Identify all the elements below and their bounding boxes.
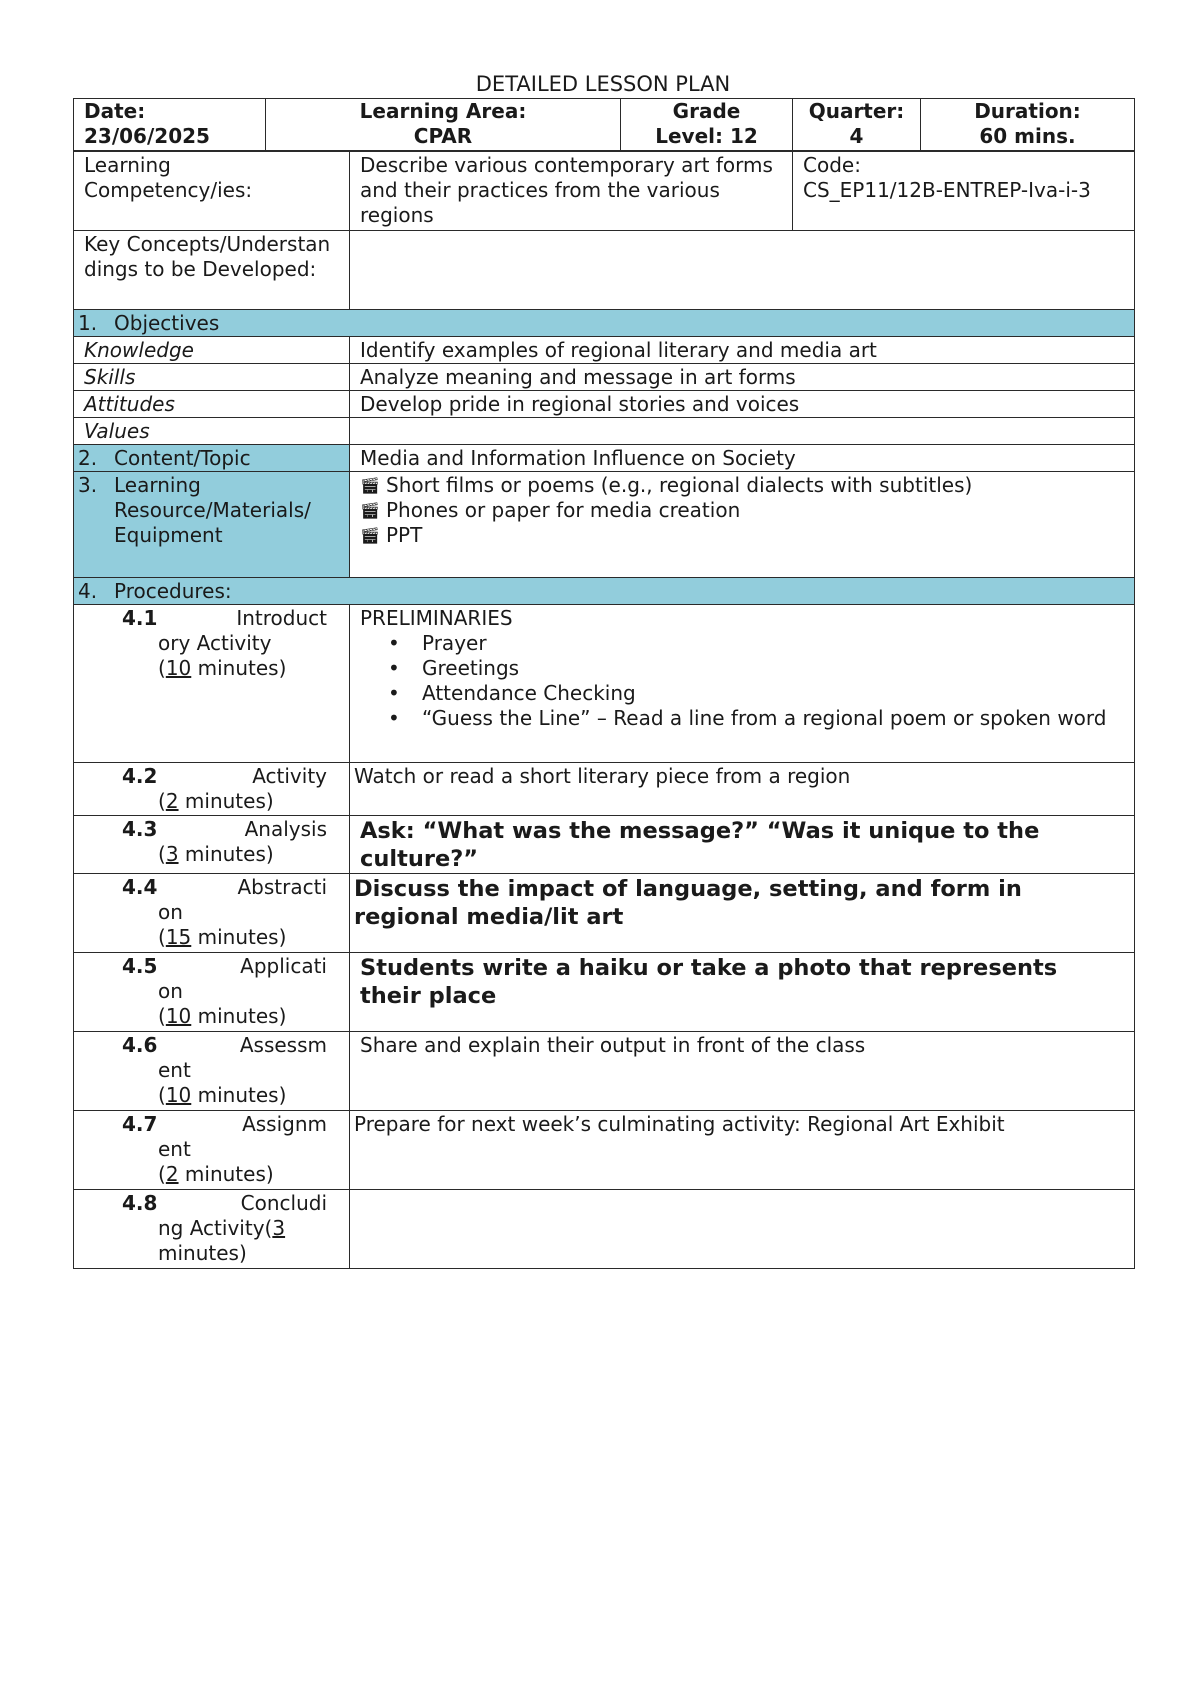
competency-code-cell bbox=[793, 152, 1135, 231]
clapperboard-icon: 🎬︎ bbox=[360, 501, 381, 520]
objective-value: Develop pride in regional stories and voices bbox=[350, 391, 1135, 418]
procedure-name: Activity bbox=[252, 764, 327, 788]
procedures-header-row bbox=[74, 578, 1135, 605]
procedure-label-cell: 4.3 Analysis (3 minutes) bbox=[74, 816, 350, 874]
objective-value: Analyze meaning and message in art forms bbox=[350, 364, 1135, 391]
procedure-name-rest: ent bbox=[158, 1058, 191, 1082]
procedure-label-cell: 4.2 Activity (2 minutes) bbox=[74, 763, 350, 816]
procedure-name: Concludi bbox=[240, 1191, 327, 1215]
procedure-label-cell: 4.4 Abstracti on (15 minutes) bbox=[74, 874, 350, 953]
duration-value: 60 mins. bbox=[979, 124, 1076, 148]
procedures-num: 4. bbox=[78, 579, 98, 603]
learning-area-cell bbox=[266, 99, 621, 151]
quarter-cell bbox=[793, 99, 921, 151]
date-value: 23/06/2025 bbox=[84, 124, 210, 148]
header-table bbox=[73, 98, 1135, 151]
procedure-text: Discuss the impact of language, setting, and form in regional media/lit art bbox=[350, 874, 1135, 953]
procedure-minutes: 2 bbox=[165, 789, 179, 813]
objective-row bbox=[74, 391, 1135, 418]
objectives-num: 1. bbox=[78, 311, 98, 335]
clapperboard-icon: 🎬︎ bbox=[360, 526, 381, 545]
procedure-name: Introduct bbox=[236, 606, 327, 630]
resources-label-cell bbox=[74, 472, 350, 578]
content-label-cell bbox=[74, 445, 350, 472]
resources-num: 3. bbox=[78, 473, 98, 497]
content-row bbox=[74, 445, 1135, 472]
procedure-text: Share and explain their output in front of the class bbox=[350, 1032, 1135, 1111]
procedure-text bbox=[350, 1190, 1135, 1269]
preliminaries-cell bbox=[350, 605, 1135, 763]
objective-label: Values bbox=[74, 418, 350, 445]
procedure-label-cell: 4.6 Assessm ent (10 minutes) bbox=[74, 1032, 350, 1111]
competency-text: Describe various contemporary art forms and their practices from the various regions bbox=[350, 152, 793, 231]
quarter-label: Quarter: bbox=[808, 99, 905, 123]
preliminaries-list bbox=[350, 631, 1124, 731]
objective-label: Skills bbox=[74, 364, 350, 391]
procedure-num: 4.6 bbox=[122, 1033, 158, 1057]
procedure-row bbox=[74, 1190, 1135, 1269]
bullet-icon: • bbox=[388, 681, 400, 705]
date-label: Date: bbox=[84, 99, 146, 123]
grade-label: Grade bbox=[672, 99, 741, 123]
bullet-icon: • bbox=[388, 631, 400, 655]
date-cell bbox=[74, 99, 266, 151]
key-concepts-row bbox=[74, 231, 1135, 310]
objective-label: Knowledge bbox=[74, 337, 350, 364]
procedure-row bbox=[74, 763, 1135, 816]
procedure-name-rest: ng Activity bbox=[158, 1216, 265, 1240]
procedure-minutes: 3 bbox=[165, 842, 179, 866]
resources-label: Learning Resource/Materials/ Equipment bbox=[114, 473, 311, 547]
procedure-text: Watch or read a short literary piece from a region bbox=[350, 763, 1135, 816]
bullet-icon: • bbox=[388, 706, 400, 730]
duration-label: Duration: bbox=[974, 99, 1081, 123]
grade-value: Level: 12 bbox=[655, 124, 758, 148]
grade-cell bbox=[621, 99, 793, 151]
content-value: Media and Information Influence on Society bbox=[350, 445, 1135, 472]
procedure-label-cell: 4.5 Applicati on (10 minutes) bbox=[74, 953, 350, 1032]
list-item: 🎬︎ PPT bbox=[360, 523, 423, 547]
procedure-num: 4.7 bbox=[122, 1112, 158, 1136]
procedure-name: Assignm bbox=[242, 1112, 327, 1136]
objectives-header-row bbox=[74, 310, 1135, 337]
content-label: Content/Topic bbox=[114, 446, 251, 470]
procedure-name-rest: ory Activity bbox=[158, 631, 272, 655]
objective-label: Attitudes bbox=[74, 391, 350, 418]
procedure-minutes: 2 bbox=[165, 1162, 179, 1186]
objective-row bbox=[74, 337, 1135, 364]
procedure-minutes: 10 bbox=[165, 656, 192, 680]
procedure-name: Assessm bbox=[239, 1033, 327, 1057]
competency-row bbox=[74, 152, 1135, 231]
objective-value: Identify examples of regional literary and media art bbox=[350, 337, 1135, 364]
procedure-row bbox=[74, 874, 1135, 953]
procedure-row bbox=[74, 605, 1135, 763]
procedure-minutes: 3 bbox=[272, 1216, 286, 1240]
list-item: • Greetings bbox=[388, 656, 520, 680]
list-item: 🎬︎ Phones or paper for media creation bbox=[360, 498, 741, 522]
list-item: • “Guess the Line” – Read a line from a regional poem or spoken word bbox=[388, 706, 1107, 730]
learning-area-value: CPAR bbox=[413, 124, 473, 148]
objectives-heading-text: Objectives bbox=[114, 311, 220, 335]
procedure-num: 4.8 bbox=[122, 1191, 158, 1215]
code-label: Code: bbox=[803, 153, 861, 177]
procedure-num: 4.1 bbox=[122, 606, 158, 630]
document-title: DETAILED LESSON PLAN bbox=[475, 72, 731, 96]
competency-label: Learning Competency/ies: bbox=[74, 152, 350, 231]
quarter-value: 4 bbox=[849, 124, 864, 148]
resources-list-cell bbox=[350, 472, 1135, 578]
objective-row bbox=[74, 364, 1135, 391]
procedure-name-rest: on bbox=[158, 900, 183, 924]
procedure-name: Applicati bbox=[240, 954, 327, 978]
key-concepts-value bbox=[350, 231, 1135, 310]
procedure-name-rest: on bbox=[158, 979, 183, 1003]
lesson-table bbox=[73, 151, 1135, 1269]
procedure-label-cell: 4.1 Introduct ory Activity (10 minutes) bbox=[74, 605, 350, 763]
objectives-heading bbox=[74, 310, 1135, 337]
procedure-name-rest: ent bbox=[158, 1137, 191, 1161]
procedure-row bbox=[74, 816, 1135, 874]
key-concepts-label: Key Concepts/Understandings to be Developed: bbox=[74, 231, 350, 310]
procedure-name: Abstracti bbox=[237, 875, 327, 899]
procedure-num: 4.5 bbox=[122, 954, 158, 978]
procedure-row bbox=[74, 1032, 1135, 1111]
procedure-minutes: 10 bbox=[165, 1004, 192, 1028]
procedure-row bbox=[74, 1111, 1135, 1190]
code-value: CS_EP11/12B-ENTREP-Iva-i-3 bbox=[803, 178, 1091, 202]
procedure-label-cell: 4.8 Concludi ng Activity(3 minutes) bbox=[74, 1190, 350, 1269]
list-item: 🎬︎ Short films or poems (e.g., regional dialects with subtitles) bbox=[360, 473, 973, 497]
procedure-row bbox=[74, 953, 1135, 1032]
objective-row bbox=[74, 418, 1135, 445]
duration-cell bbox=[921, 99, 1135, 151]
procedure-text: Prepare for next week’s culminating activity: Regional Art Exhibit bbox=[350, 1111, 1135, 1190]
preliminaries-heading: PRELIMINARIES bbox=[360, 606, 513, 630]
resources-row bbox=[74, 472, 1135, 578]
procedure-num: 4.2 bbox=[122, 764, 158, 788]
procedure-minutes: 10 bbox=[165, 1083, 192, 1107]
list-item: • Prayer bbox=[388, 631, 487, 655]
procedure-minutes: 15 bbox=[165, 925, 192, 949]
procedure-label-cell: 4.7 Assignm ent (2 minutes) bbox=[74, 1111, 350, 1190]
procedure-num: 4.3 bbox=[122, 817, 158, 841]
procedure-text: Ask: “What was the message?” “Was it unique to the culture?” bbox=[350, 816, 1135, 874]
list-item: • Attendance Checking bbox=[388, 681, 636, 705]
procedure-num: 4.4 bbox=[122, 875, 158, 899]
learning-area-label: Learning Area: bbox=[359, 99, 527, 123]
resources-list bbox=[350, 473, 1124, 548]
clapperboard-icon: 🎬︎ bbox=[360, 476, 381, 495]
objective-value bbox=[350, 418, 1135, 445]
procedure-name: Analysis bbox=[244, 817, 327, 841]
procedure-text: Students write a haiku or take a photo that represents their place bbox=[350, 953, 1135, 1032]
procedures-heading-text: Procedures: bbox=[114, 579, 232, 603]
bullet-icon: • bbox=[388, 656, 400, 680]
content-num: 2. bbox=[78, 446, 98, 470]
procedures-heading bbox=[74, 578, 1135, 605]
